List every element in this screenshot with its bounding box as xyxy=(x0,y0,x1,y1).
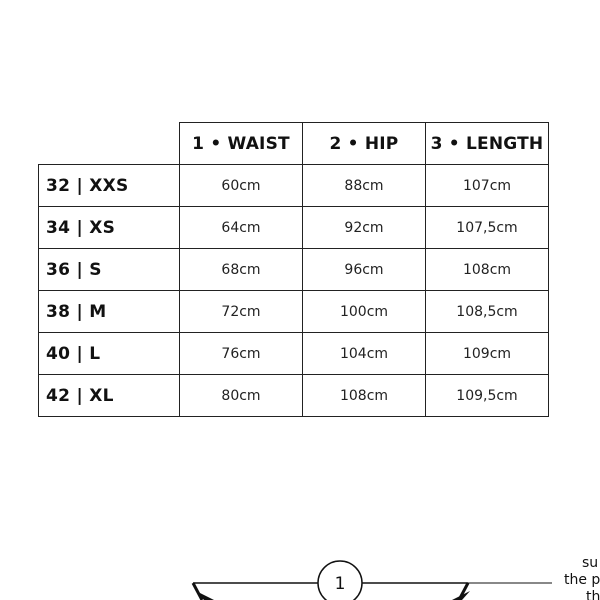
length-value: 109,5cm xyxy=(426,375,549,417)
size-label: 36 | S xyxy=(39,249,180,291)
waist-marker-label: 1 xyxy=(334,574,346,594)
diagram-note-line: su xyxy=(582,555,599,571)
hip-value: 92cm xyxy=(303,207,426,249)
hip-value: 104cm xyxy=(303,333,426,375)
size-chart-table xyxy=(38,122,549,417)
hip-value: 108cm xyxy=(303,375,426,417)
size-label: 34 | XS xyxy=(39,207,180,249)
diagram-note-line: th xyxy=(586,589,600,600)
length-value: 107,5cm xyxy=(426,207,549,249)
hip-value: 88cm xyxy=(303,165,426,207)
table-row xyxy=(39,249,549,291)
table-header-row xyxy=(39,123,549,165)
hip-value: 96cm xyxy=(303,249,426,291)
header-waist: 1 • WAIST xyxy=(180,123,303,165)
length-value: 108cm xyxy=(426,249,549,291)
table-row xyxy=(39,207,549,249)
length-value: 107cm xyxy=(426,165,549,207)
table-row xyxy=(39,291,549,333)
table-row xyxy=(39,333,549,375)
garment-measurement-diagram xyxy=(0,545,600,600)
waist-marker xyxy=(318,561,362,600)
waist-value: 80cm xyxy=(180,375,303,417)
size-label: 42 | XL xyxy=(39,375,180,417)
table-row xyxy=(39,375,549,417)
header-hip: 2 • HIP xyxy=(303,123,426,165)
header-length: 3 • LENGTH xyxy=(426,123,549,165)
size-label: 38 | M xyxy=(39,291,180,333)
diagram-note-line: the p xyxy=(564,572,600,588)
size-label: 32 | XXS xyxy=(39,165,180,207)
waist-value: 68cm xyxy=(180,249,303,291)
length-value: 108,5cm xyxy=(426,291,549,333)
waist-value: 72cm xyxy=(180,291,303,333)
table-row xyxy=(39,165,549,207)
hip-value: 100cm xyxy=(303,291,426,333)
table-corner-cell xyxy=(39,123,180,165)
waist-value: 60cm xyxy=(180,165,303,207)
size-label: 40 | L xyxy=(39,333,180,375)
waist-value: 64cm xyxy=(180,207,303,249)
waist-value: 76cm xyxy=(180,333,303,375)
length-value: 109cm xyxy=(426,333,549,375)
